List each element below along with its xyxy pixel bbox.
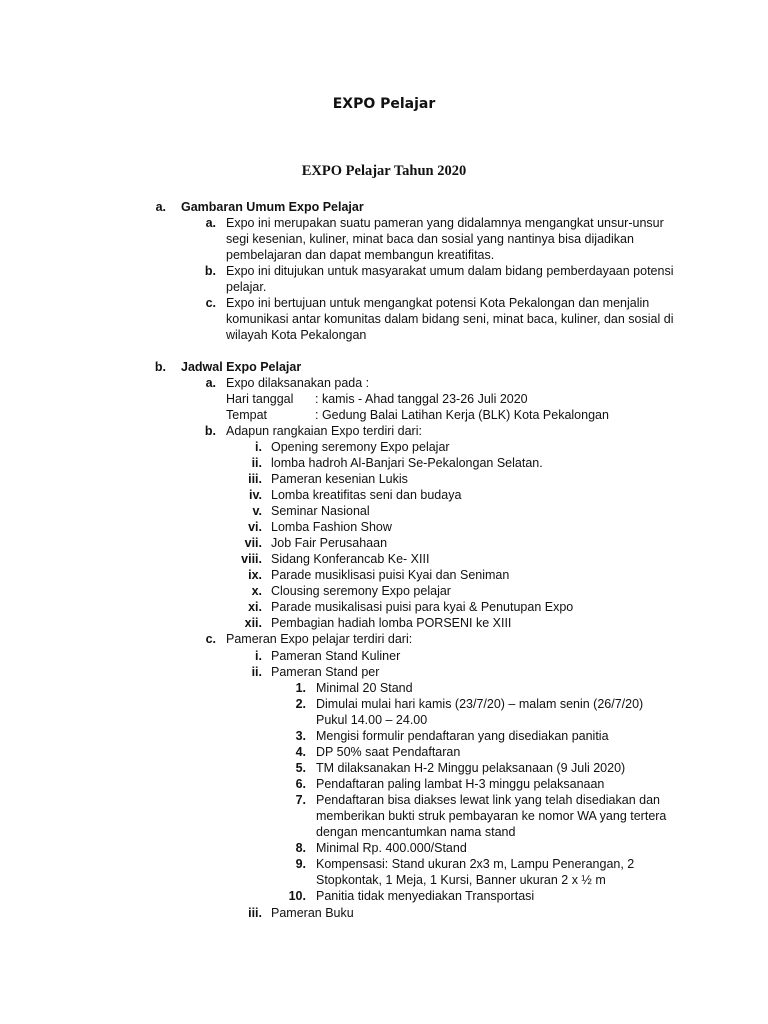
number-marker: 2. (295, 697, 306, 711)
list-item-line: Expo dilaksanakan pada : (226, 376, 370, 390)
roman-marker: ii. (251, 665, 262, 679)
event-item: Seminar Nasional (271, 504, 370, 518)
exhibit-item: Pameran Stand per (271, 665, 380, 679)
roman-marker: viii. (241, 552, 262, 566)
event-item: Parade musiklisasi puisi Kyai dan Seniman (271, 568, 510, 582)
event-item: Parade musikalisasi puisi para kyai & Penutupan Expo (271, 600, 574, 614)
schedule-label: Hari tanggal (226, 392, 294, 406)
list-item-line: komunikasi antar komunitas dalam bidang seni, minat baca, kuliner, dan sosial di (226, 312, 674, 326)
roman-marker: vii. (244, 536, 262, 550)
number-marker: 1. (295, 681, 306, 695)
roman-marker: i. (255, 440, 262, 454)
roman-marker: xi. (248, 600, 262, 614)
roman-marker: iv. (249, 488, 262, 502)
roman-marker: x. (251, 584, 262, 598)
section-marker: b. (154, 360, 166, 374)
section-marker: a. (155, 200, 166, 214)
list-marker: c. (205, 296, 216, 310)
document-title: EXPO Pelajar (332, 96, 436, 112)
exhibit-item: Pameran Stand Kuliner (271, 649, 401, 663)
list-item-line: segi kesenian, kuliner, minat baca dan sosial yang nantinya bisa dijadikan (226, 232, 634, 246)
rule-line: Stopkontak, 1 Meja, 1 Kursi, Banner ukuran 2 x ½ m (316, 873, 606, 887)
roman-marker: iii. (248, 906, 262, 920)
rule-line: Dimulai mulai hari kamis (23/7/20) – malam senin (26/7/20) (316, 697, 644, 711)
list-item-line: Expo ini merupakan suatu pameran yang didalamnya mengangkat unsur-unsur (226, 216, 664, 230)
list-marker: b. (204, 264, 216, 278)
list-item-line: pelajar. (226, 280, 267, 294)
list-item-line: Expo ini ditujukan untuk masyarakat umum dalam bidang pemberdayaan potensi (226, 264, 674, 278)
list-item-line: wilayah Kota Pekalongan (226, 328, 367, 342)
document-subtitle: EXPO Pelajar Tahun 2020 (301, 163, 467, 179)
list-marker: a. (205, 376, 216, 390)
list-item-line: Expo ini bertujuan untuk mengangkat potensi Kota Pekalongan dan menjalin (226, 296, 650, 310)
number-marker: 9. (295, 857, 306, 871)
rule-line: Pendaftaran paling lambat H-3 minggu pelaksanaan (316, 777, 605, 791)
roman-marker: i. (255, 649, 262, 663)
rule-line: Pendaftaran bisa diakses lewat link yang telah disediakan dan (316, 793, 660, 807)
rule-line: dengan mencantumkan nama stand (316, 825, 516, 839)
rule-line: Minimal Rp. 400.000/Stand (316, 841, 467, 855)
number-marker: 10. (288, 889, 306, 903)
roman-marker: iii. (248, 472, 262, 486)
number-marker: 3. (295, 729, 306, 743)
event-item: Clousing seremony Expo pelajar (271, 584, 451, 598)
event-item: Pembagian hadiah lomba PORSENI ke XIII (271, 616, 512, 630)
event-item: Opening seremony Expo pelajar (271, 440, 450, 454)
schedule-value: : Gedung Balai Latihan Kerja (BLK) Kota Pekalongan (315, 408, 609, 422)
number-marker: 6. (295, 777, 306, 791)
number-marker: 5. (295, 761, 306, 775)
schedule-value: : kamis - Ahad tanggal 23-26 Juli 2020 (315, 392, 528, 406)
rule-line: Pukul 14.00 – 24.00 (316, 713, 428, 727)
rule-line: Minimal 20 Stand (316, 681, 413, 695)
number-marker: 7. (295, 793, 306, 807)
event-item: Sidang Konferancab Ke- XIII (271, 552, 430, 566)
roman-marker: vi. (248, 520, 262, 534)
list-item-line: Adapun rangkaian Expo terdiri dari: (226, 424, 422, 438)
event-item: lomba hadroh Al-Banjari Se-Pekalongan Selatan. (271, 456, 543, 470)
roman-marker: xii. (244, 616, 262, 630)
rule-line: TM dilaksanakan H-2 Minggu pelaksanaan (9 Juli 2020) (316, 761, 626, 775)
event-item: Lomba Fashion Show (271, 520, 392, 534)
roman-marker: v. (252, 504, 262, 518)
schedule-label: Tempat (226, 408, 267, 422)
number-marker: 4. (295, 745, 306, 759)
event-item: Lomba kreatifitas seni dan budaya (271, 488, 462, 502)
section-heading: Gambaran Umum Expo Pelajar (181, 200, 364, 214)
event-item: Job Fair Perusahaan (271, 536, 388, 550)
rule-line: Mengisi formulir pendaftaran yang disediakan panitia (316, 729, 609, 743)
roman-marker: ii. (251, 456, 262, 470)
roman-marker: ix. (248, 568, 262, 582)
list-marker: c. (205, 632, 216, 646)
list-item-line: pembelajaran dan dapat membangun kreatifitas. (226, 248, 495, 262)
rule-line: DP 50% saat Pendaftaran (316, 745, 461, 759)
event-item: Pameran kesenian Lukis (271, 472, 408, 486)
rule-line: memberikan bukti struk pembayaran ke nomor WA yang tertera (316, 809, 667, 823)
rule-line: Kompensasi: Stand ukuran 2x3 m, Lampu Penerangan, 2 (316, 857, 635, 871)
exhibit-item: Pameran Buku (271, 906, 354, 920)
number-marker: 8. (295, 841, 306, 855)
rule-line: Panitia tidak menyediakan Transportasi (316, 889, 535, 903)
section-heading: Jadwal Expo Pelajar (181, 360, 302, 374)
list-marker: b. (204, 424, 216, 438)
list-item-line: Pameran Expo pelajar terdiri dari: (226, 632, 413, 646)
list-marker: a. (205, 216, 216, 230)
